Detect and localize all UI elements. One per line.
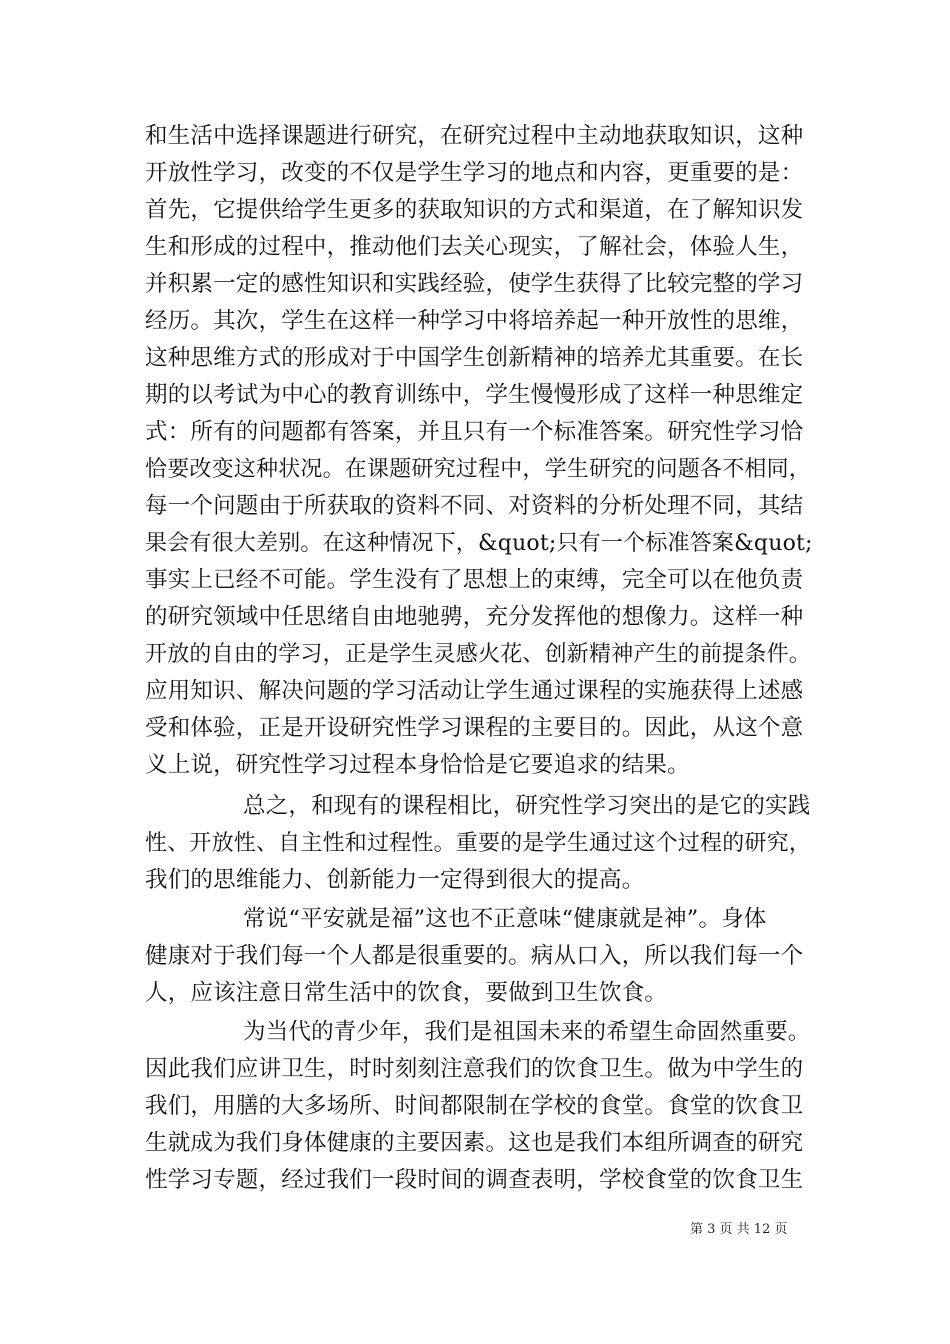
text-line: 人，应该注意日常生活中的饮食，要做到卫生饮食。 — [145, 980, 668, 1006]
text-line: 因此我们应讲卫生，时时刻刻注意我们的饮食卫生。做为中学生的 — [145, 1056, 804, 1082]
text-line: 果会有很大差别。在这种情况下，&quot;只有一个标准答案&quot; — [145, 531, 813, 556]
text-line: 并积累一定的感性知识和实践经验，使学生获得了比较完整的学习 — [145, 271, 804, 297]
text-line: 我们的思维能力、创新能力一定得到很大的提高。 — [145, 867, 645, 893]
text-line: 和生活中选择课题进行研究，在研究过程中主动地获取知识，这种 — [145, 123, 804, 149]
text-line: 性、开放性、自主性和过程性。重要的是学生通过这个过程的研究， — [145, 831, 812, 856]
text-line: 恰要改变这种状况。在课题研究过程中，学生研究的问题各不相同， — [145, 457, 812, 482]
text-line: 的研究领域中任思绪自由地驰骋，充分发挥他的想像力。这样一种 — [145, 604, 804, 630]
text-line: 性学习专题，经过我们一段时间的调查表明，学校食堂的饮食卫生 — [145, 1167, 804, 1193]
text-line: 事实上已经不可能。学生没有了思想上的束缚，完全可以在他负责 — [145, 567, 804, 593]
text-line: 期的以考试为中心的教育训练中，学生慢慢形成了这样一种思维定 — [145, 382, 804, 408]
text-line: 义上说，研究性学习过程本身恰恰是它要追求的结果。 — [145, 752, 690, 778]
text-line: 首先，它提供给学生更多的获取知识的方式和渠道，在了解知识发 — [145, 197, 804, 223]
text-line: 经历。其次，学生在这样一种学习中将培养起一种开放性的思维， — [145, 308, 804, 334]
text-line: 开放性学习，改变的不仅是学生学习的地点和内容，更重要的是： — [145, 160, 804, 186]
text-line: 式：所有的问题都有答案，并且只有一个标准答案。研究性学习恰 — [145, 419, 804, 445]
paragraph-first-line: 总之，和现有的课程相比，研究性学习突出的是它的实践 — [243, 793, 811, 819]
text-line: 每一个问题由于所获取的资料不同、对资料的分析处理不同，其结 — [145, 493, 804, 519]
text-line: 生和形成的过程中，推动他们去关心现实，了解社会，体验人生， — [145, 234, 804, 260]
paragraph-first-line: 为当代的青少年，我们是祖国未来的希望生命固然重要。 — [243, 1019, 811, 1045]
text-line: 这种思维方式的形成对于中国学生创新精神的培养尤其重要。在长 — [145, 345, 804, 371]
text-line: 生就成为我们身体健康的主要因素。这也是我们本组所调查的研究 — [145, 1130, 804, 1156]
text-line: 我们，用膳的大多场所、时间都限制在学校的食堂。食堂的饮食卫 — [145, 1093, 804, 1119]
page-number: 第 3 页 共 12 页 — [690, 1222, 788, 1237]
text-line: 应用知识、解决问题的学习活动让学生通过课程的实施获得上述感 — [145, 678, 804, 704]
text-line: 受和体验，正是开设研究性学习课程的主要目的。因此，从这个意 — [145, 715, 804, 741]
text-line: 开放的自由的学习，正是学生灵感火花、创新精神产生的前提条件。 — [145, 642, 812, 667]
paragraph-first-line: 常说“平安就是福”这也不正意味“健康就是神”。身体 — [243, 906, 767, 932]
text-line: 健康对于我们每一个人都是很重要的。病从口入，所以我们每一个 — [145, 943, 804, 969]
